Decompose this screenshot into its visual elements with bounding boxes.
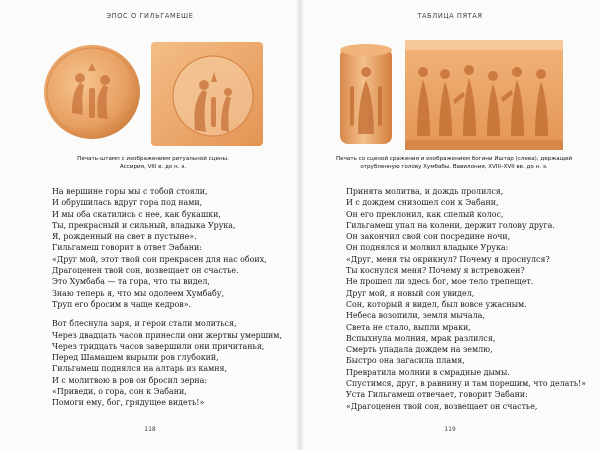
verse-line: Он его преклонил, как спелый колос,	[346, 209, 504, 219]
book-gutter	[296, 0, 304, 450]
verse-line: Он поднялся и молвил владыке Урука:	[346, 243, 509, 253]
verse-line: Через двадцать часов принесли они жертвы умершим,	[52, 330, 282, 340]
figure-caption-right	[334, 155, 574, 171]
verse-line: Превратила молнии в смрадные дымы.	[346, 367, 510, 377]
verse-line: Через тридцать часов завершили они причитанья,	[52, 341, 265, 351]
verse-line: Он закончил свой сон посредине ночи,	[346, 232, 511, 242]
caption-line: Ассирия, VIII в. до н. э.	[119, 164, 187, 170]
verse-line: Труп его бросим в чаще кедров».	[52, 299, 192, 309]
verse-line: Перед Шамашем вырыли ров глубокий,	[52, 353, 219, 363]
verse-line: Ты, прекрасный и сильный, владыка Урука,	[52, 220, 236, 230]
stanza-break	[52, 310, 282, 318]
stamp-impression-image	[151, 42, 263, 146]
verse-line: Смерть упадала дождем на землю,	[346, 345, 493, 355]
seal-impression-image	[405, 40, 563, 150]
verse-line: И обрушилась вдруг гора под нами,	[52, 198, 203, 208]
cylinder-seal-image	[338, 42, 394, 148]
verse-line: Сон, который я видел, был вовсе ужасным.	[346, 299, 527, 309]
verse-line: На вершине горы мы с тобой стояли,	[52, 187, 208, 196]
stamp-seal-image	[42, 43, 142, 141]
verse-line: Гильгамеш упал на колени, держит голову друга.	[346, 220, 555, 230]
verse-line: Быстро она загасила пламя,	[346, 356, 465, 366]
verse-line: И с дождем снизошел сон к Эабани,	[346, 198, 499, 208]
verse-line: Я, рожденный на свет в пустыне».	[52, 232, 197, 242]
verse-line: Драгоценен твой сон, возвещает он счастье.	[52, 266, 239, 276]
right-page	[300, 0, 600, 450]
caption-line: Печать-штамп с изображением ритуальной сцены.	[77, 156, 229, 162]
verse-line: Не прошел ли здесь бог, мое тело трепещет.	[346, 277, 534, 287]
verse-line: Вспыхнула молния, мрак разлился,	[346, 333, 496, 343]
verse-line: «Друг мой, этот твой сон прекрасен для нас обоих,	[52, 254, 267, 264]
verse-line: Помоги ему, бог, грядущее видеть!»	[52, 398, 205, 408]
verse-text-left	[52, 186, 282, 409]
verse-line: Друг мой, я новый сон увидел,	[346, 288, 475, 298]
verse-line: Знаю теперь я, что мы одолеем Хумбабу,	[52, 288, 224, 298]
verse-line: Ты коснулся меня? Почему я встревожен?	[346, 266, 525, 276]
running-head-right: ТАБЛИЦА ПЯТАЯ	[417, 12, 483, 20]
verse-line: Света не стало, выпли мраки,	[346, 322, 471, 332]
caption-line: Печать со сценой сражения и изображением богини Иштар (слева), держащей	[335, 156, 573, 162]
page-number-left: 118	[144, 426, 156, 433]
figure-caption-left	[48, 155, 258, 171]
page-number-right: 119	[444, 426, 456, 433]
verse-line: Спустимся, друг, в равнину и там порешим, что делать!»	[346, 379, 587, 389]
verse-line: «Друг, меня ты окрикнул? Почему я проснулся?	[346, 254, 550, 264]
running-head-left: ЭПОС О ГИЛЬГАМЕШЕ	[106, 12, 194, 20]
verse-line: И с молитвою в ров он бросил зерна:	[52, 375, 208, 385]
verse-line: Гильгамеш поднялся на алтарь из камня,	[52, 364, 228, 374]
caption-line: отрубленную голову Хумбабы. Вавилония, XVIII–XVII вв. до н. э.	[360, 164, 548, 170]
verse-line: И мы оба скатились с нее, как букашки,	[52, 209, 221, 219]
verse-line: Вот блеснула заря, и герои стали молиться,	[52, 319, 237, 329]
verse-line: «Драгоценен твой сон, возвещает он счастье,	[346, 401, 538, 411]
verse-line: Это Хумбаба — та гора, что ты видел,	[52, 277, 210, 287]
verse-line: Принята молитва, и дождь пролился,	[346, 187, 504, 196]
verse-line: Небеса возопили, земля мычала,	[346, 311, 485, 321]
verse-line: «Приведи, о гора, сон к Эабани,	[52, 387, 187, 397]
verse-line: Гильгамеш говорит в ответ Эабани:	[52, 243, 202, 253]
verse-text-right	[346, 186, 586, 412]
verse-line: Уста Гильгамеш отвечает, говорит Эабани:	[346, 390, 528, 400]
